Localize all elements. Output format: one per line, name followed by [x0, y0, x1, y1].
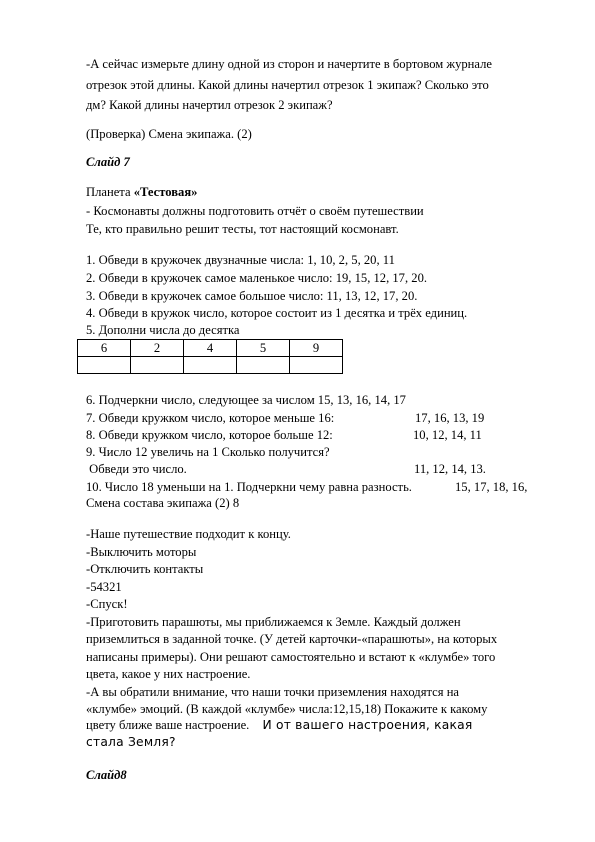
task-9-line-1: 9. Число 12 увеличь на 1 Сколько получится?: [86, 445, 330, 459]
task-8: 8. Обведи кружком число, которое больше 12:: [86, 428, 333, 442]
slide-7-heading: Слайд 7: [86, 155, 130, 169]
table-cell: 4: [184, 340, 237, 357]
planet-prefix: Планета: [86, 185, 134, 199]
ending-line-10: -А вы обратили внимание, что наши точки приземления находятся на: [86, 685, 460, 699]
check-crew-change-line: (Проверка) Смена экипажа. (2): [86, 127, 252, 141]
table-cell: 5: [237, 340, 290, 357]
empty-cell: [290, 357, 343, 374]
intro-line-2: Те, кто правильно решит тесты, тот настоящий космонавт.: [86, 222, 399, 236]
paragraph-measure-line-2: отрезок этой длины. Какой длины начертил отрезок 1 экипаж? Сколько это: [86, 78, 489, 92]
ending-line-9: цвета, какое у них настроение.: [86, 667, 251, 681]
table-cell: 6: [78, 340, 131, 357]
task-4: 4. Обведи в кружок число, которое состоит из 1 десятка и трёх единиц.: [86, 306, 468, 320]
numbers-table: [77, 339, 343, 374]
task-10-numbers: 15, 17, 18, 16,: [455, 480, 528, 494]
table-cell: 2: [131, 340, 184, 357]
ending-line-11: «клумбе» эмоций. (В каждой «клумбе» числа:12,15,18) Покажите к какому: [86, 702, 488, 716]
task-7: 7. Обведи кружком число, которое меньше 16:: [86, 411, 335, 425]
ending-line-6: -Приготовить парашюты, мы приближаемся к Земле. Каждый должен: [86, 615, 461, 629]
ending-line-1: -Наше путешествие подходит к концу.: [86, 527, 291, 541]
paragraph-measure-line-3: дм? Какой длины начертил отрезок 2 экипаж?: [86, 98, 333, 112]
crew-change-line: Смена состава экипажа (2) 8: [86, 496, 240, 510]
planet-line: [86, 186, 197, 199]
ending-line-4: -54321: [86, 580, 122, 594]
task-2: 2. Обведи в кружочек самое маленькое число: 19, 15, 12, 17, 20.: [86, 271, 428, 285]
ending-line-7: приземлиться в заданной точке. (У детей карточки-«парашюты», на которых: [86, 632, 498, 646]
ending-line-13: стала Земля?: [86, 735, 176, 749]
ending-line-12-sans: И от вашего настроения, какая: [262, 718, 473, 732]
task-9-numbers: 11, 12, 14, 13.: [414, 462, 486, 476]
empty-cell: [78, 357, 131, 374]
intro-line-1: - Космонавты должны подготовить отчёт о своём путешествии: [86, 204, 424, 218]
ending-line-12-serif: цвету ближе ваше настроение.: [86, 718, 250, 732]
empty-cell: [184, 357, 237, 374]
task-1: 1. Обведи в кружочек двузначные числа: 1, 10, 2, 5, 20, 11: [86, 253, 395, 267]
task-5: 5. Дополни числа до десятка: [86, 323, 240, 337]
table-cell: 9: [290, 340, 343, 357]
task-10: 10. Число 18 уменьши на 1. Подчеркни чему равна разность.: [86, 480, 412, 494]
planet-name: «Тестовая»: [133, 185, 198, 199]
ending-line-12: [86, 719, 472, 732]
task-8-numbers: 10, 12, 14, 11: [413, 428, 482, 442]
task-7-numbers: 17, 16, 13, 19: [415, 411, 485, 425]
ending-line-5: -Спуск!: [86, 597, 128, 611]
ending-line-3: -Отключить контакты: [86, 562, 204, 576]
ending-line-2: -Выключить моторы: [86, 545, 197, 559]
answer-row: [78, 357, 343, 374]
slide-8-heading: Слайд8: [86, 768, 127, 782]
task-9-line-2: Обведи это число.: [86, 462, 187, 476]
ending-line-8: написаны примеры). Они решают самостоятельно и встают к «клумбе» того: [86, 650, 496, 664]
numbers-row: [78, 340, 343, 357]
task-3: 3. Обведи в кружочек самое большое число: 11, 13, 12, 17, 20.: [86, 289, 418, 303]
empty-cell: [237, 357, 290, 374]
paragraph-measure-line-1: -А сейчас измерьте длину одной из сторон и начертите в бортовом журнале: [86, 57, 492, 71]
empty-cell: [131, 357, 184, 374]
task-6: 6. Подчеркни число, следующее за числом 15, 13, 16, 14, 17: [86, 393, 406, 407]
